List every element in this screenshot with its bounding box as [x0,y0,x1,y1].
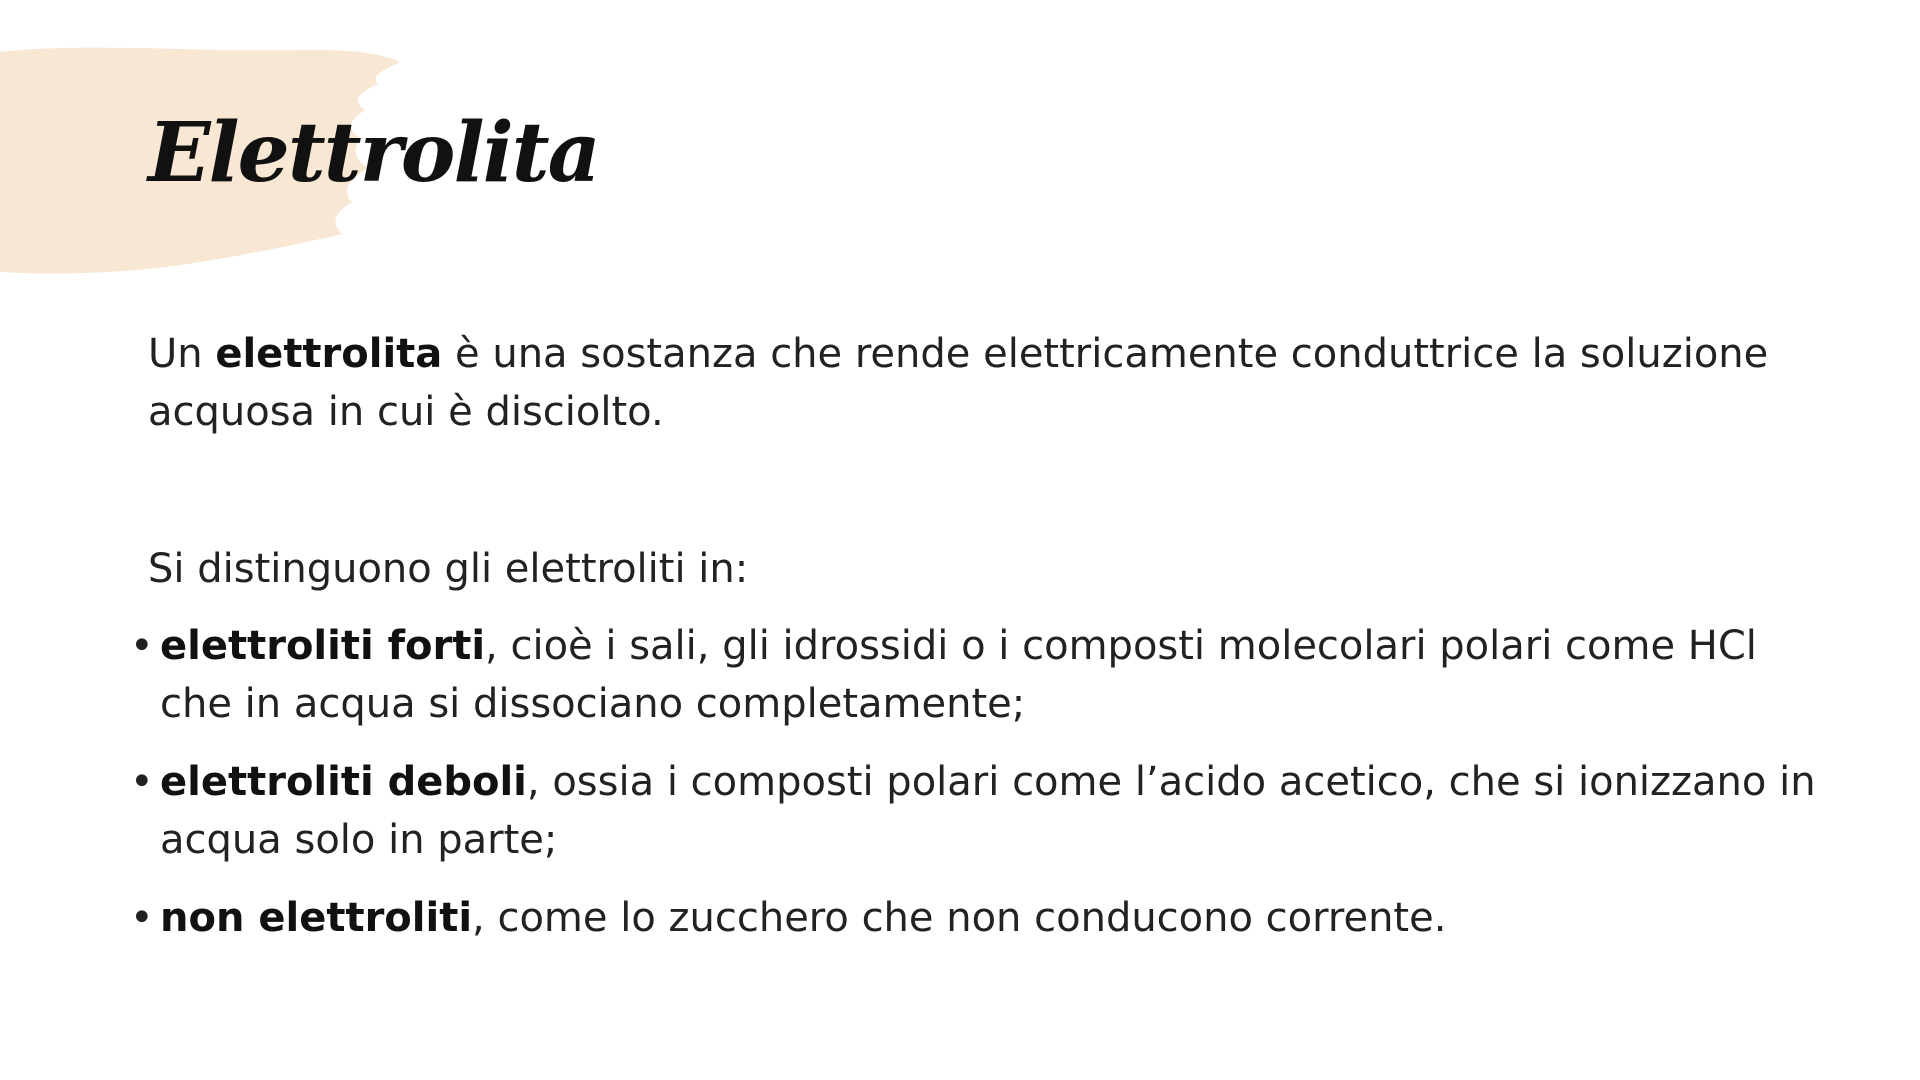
bullet-icon: • [130,623,154,669]
bullet-text: , cioè i sali, gli idrossidi o i composti molecolari polari come HCl che in acqua si dissociano completamente; [160,623,1757,727]
bullet-content [160,623,1757,727]
intro-post: è una sostanza che rende elettricamente conduttrice la soluzione acquosa in cui è disciolto. [148,331,1769,435]
intro-paragraph [148,325,1788,441]
list-item [130,753,1830,869]
electrolyte-types-list [130,617,1830,967]
bullet-term: elettroliti deboli [160,759,527,805]
list-item [130,617,1830,733]
bullet-term: elettroliti forti [160,623,486,669]
bullet-icon: • [130,759,154,805]
bullet-content [160,895,1446,941]
bullet-text: , come lo zucchero che non conducono corrente. [472,895,1447,941]
bullet-content [160,759,1816,863]
bullet-text: , ossia i composti polari come l’acido acetico, che si ionizzano in acqua solo in parte; [160,759,1816,863]
bullet-term: non elettroliti [160,895,473,941]
list-item [130,889,1830,947]
slide-title: Elettrolita [148,105,599,201]
bullet-icon: • [130,895,154,941]
intro-pre: Un [148,331,216,377]
intro-term: elettrolita [215,331,443,377]
lead-paragraph: Si distinguono gli elettroliti in: [148,546,749,592]
